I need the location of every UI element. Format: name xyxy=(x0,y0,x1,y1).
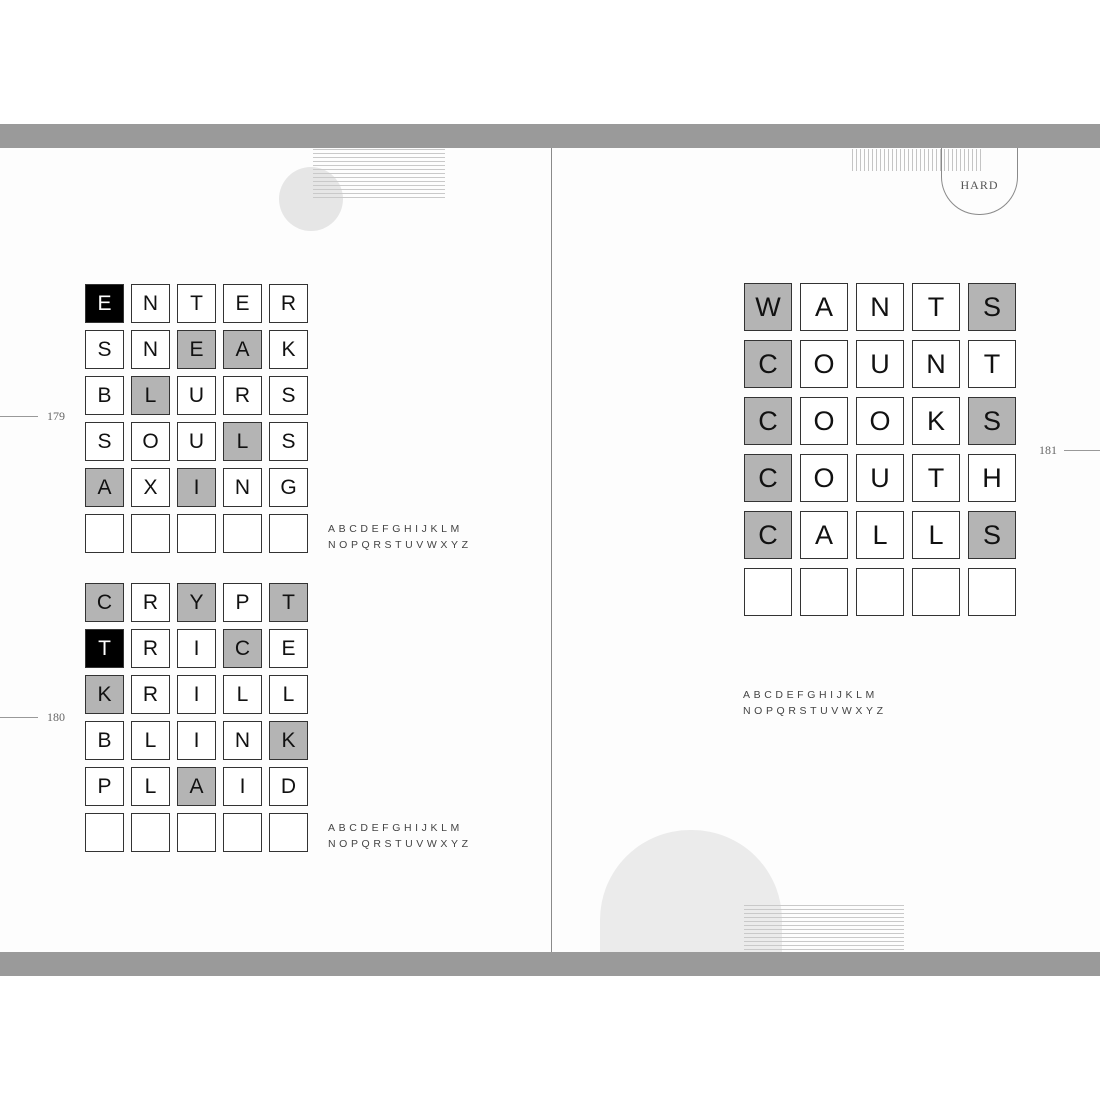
letter-tile: K xyxy=(269,721,308,760)
letter-tile: Y xyxy=(177,583,216,622)
letter-tile: R xyxy=(269,284,308,323)
letter-tile: L xyxy=(269,675,308,714)
puzzle-number-179: 179 xyxy=(47,409,65,423)
letter-tile: S xyxy=(85,330,124,369)
letter-tile: K xyxy=(912,397,960,445)
alphabet-line-2: NOPQRSTUVWXYZ xyxy=(328,539,472,551)
letter-tile: O xyxy=(800,340,848,388)
empty-tile[interactable] xyxy=(269,514,308,553)
top-band xyxy=(0,124,1100,148)
letter-tile: A xyxy=(177,767,216,806)
letter-tile: L xyxy=(223,422,262,461)
letter-tile: K xyxy=(85,675,124,714)
letter-tile: I xyxy=(177,675,216,714)
empty-tile[interactable] xyxy=(800,568,848,616)
alphabet-line-2: NOPQRSTUVWXYZ xyxy=(328,838,472,850)
page-marker-line-180 xyxy=(0,717,38,718)
guess-row xyxy=(744,283,1016,331)
guess-row xyxy=(85,422,308,461)
guess-row xyxy=(85,376,308,415)
puzzle-number-180: 180 xyxy=(47,710,65,724)
empty-tile[interactable] xyxy=(223,514,262,553)
letter-tile: L xyxy=(131,767,170,806)
empty-tile[interactable] xyxy=(269,813,308,852)
guess-row xyxy=(85,468,308,507)
letter-tile: P xyxy=(85,767,124,806)
guess-row xyxy=(744,454,1016,502)
letter-tile: L xyxy=(912,511,960,559)
guess-row xyxy=(85,721,308,760)
empty-tile[interactable] xyxy=(85,514,124,553)
letter-tile: O xyxy=(800,454,848,502)
letter-tile: C xyxy=(85,583,124,622)
letter-tile: N xyxy=(912,340,960,388)
bottom-band xyxy=(0,952,1100,976)
alphabet-line-2: NOPQRSTUVWXYZ xyxy=(743,705,887,717)
letter-tile: R xyxy=(131,629,170,668)
letter-tile: X xyxy=(131,468,170,507)
letter-tile: S xyxy=(85,422,124,461)
letter-tile: B xyxy=(85,376,124,415)
letter-tile: T xyxy=(269,583,308,622)
letter-tile: N xyxy=(856,283,904,331)
letter-tile: C xyxy=(744,340,792,388)
guess-row xyxy=(85,767,308,806)
letter-tile: R xyxy=(131,583,170,622)
letter-tile: E xyxy=(223,284,262,323)
letter-tile: U xyxy=(856,454,904,502)
alphabet-line-1: ABCDEFGHIJKLM xyxy=(328,523,463,535)
letter-tile: I xyxy=(223,767,262,806)
guess-row xyxy=(744,511,1016,559)
guess-row xyxy=(744,568,1016,616)
letter-tile: T xyxy=(968,340,1016,388)
empty-tile[interactable] xyxy=(131,813,170,852)
empty-tile[interactable] xyxy=(177,813,216,852)
empty-tile[interactable] xyxy=(744,568,792,616)
letter-tile: S xyxy=(968,283,1016,331)
empty-tile[interactable] xyxy=(856,568,904,616)
letter-tile: R xyxy=(131,675,170,714)
empty-tile[interactable] xyxy=(912,568,960,616)
letter-tile: N xyxy=(131,284,170,323)
letter-tile: A xyxy=(800,283,848,331)
letter-tile: O xyxy=(131,422,170,461)
letter-tile: O xyxy=(856,397,904,445)
letter-tile: L xyxy=(131,376,170,415)
letter-tile: C xyxy=(223,629,262,668)
letter-tile: A xyxy=(223,330,262,369)
letter-tile: C xyxy=(744,454,792,502)
guess-row xyxy=(85,284,308,323)
guess-row xyxy=(744,340,1016,388)
letter-tile: S xyxy=(968,397,1016,445)
letter-tile: A xyxy=(800,511,848,559)
guess-row xyxy=(85,583,308,622)
decor-stripes-bottom xyxy=(744,905,904,952)
page-marker-line-179 xyxy=(0,416,38,417)
letter-tile: T xyxy=(912,454,960,502)
puzzle-grid-179 xyxy=(85,284,308,553)
letter-tile: U xyxy=(856,340,904,388)
letter-tile: L xyxy=(131,721,170,760)
letter-tile: A xyxy=(85,468,124,507)
letter-tile: B xyxy=(85,721,124,760)
guess-row xyxy=(85,813,308,852)
letter-tile: I xyxy=(177,468,216,507)
letter-tile: S xyxy=(269,376,308,415)
decor-stripes-left xyxy=(313,149,445,201)
letter-tile: L xyxy=(856,511,904,559)
letter-tile: T xyxy=(912,283,960,331)
empty-tile[interactable] xyxy=(131,514,170,553)
letter-tile: C xyxy=(744,511,792,559)
letter-tile: D xyxy=(269,767,308,806)
difficulty-badge: HARD xyxy=(941,148,1018,215)
puzzle-grid-180 xyxy=(85,583,308,852)
empty-tile[interactable] xyxy=(223,813,262,852)
letter-tile: T xyxy=(177,284,216,323)
letter-tile: S xyxy=(269,422,308,461)
guess-row xyxy=(744,397,1016,445)
letter-tile: W xyxy=(744,283,792,331)
empty-tile[interactable] xyxy=(177,514,216,553)
guess-row xyxy=(85,514,308,553)
alphabet-strip-181 xyxy=(743,687,887,719)
letter-tile: E xyxy=(85,284,124,323)
alphabet-line-1: ABCDEFGHIJKLM xyxy=(328,822,463,834)
letter-tile: C xyxy=(744,397,792,445)
letter-tile: H xyxy=(968,454,1016,502)
letter-tile: P xyxy=(223,583,262,622)
letter-tile: K xyxy=(269,330,308,369)
alphabet-strip-179 xyxy=(328,521,472,553)
alphabet-line-1: ABCDEFGHIJKLM xyxy=(743,689,878,701)
alphabet-strip-180 xyxy=(328,820,472,852)
letter-tile: G xyxy=(269,468,308,507)
letter-tile: L xyxy=(223,675,262,714)
page-marker-line-181 xyxy=(1064,450,1100,451)
letter-tile: T xyxy=(85,629,124,668)
letter-tile: S xyxy=(968,511,1016,559)
letter-tile: I xyxy=(177,629,216,668)
puzzle-number-181: 181 xyxy=(1039,443,1057,457)
letter-tile: E xyxy=(177,330,216,369)
letter-tile: I xyxy=(177,721,216,760)
letter-tile: N xyxy=(223,468,262,507)
letter-tile: E xyxy=(269,629,308,668)
letter-tile: R xyxy=(223,376,262,415)
letter-tile: N xyxy=(223,721,262,760)
guess-row xyxy=(85,330,308,369)
page-gutter xyxy=(551,148,552,952)
empty-tile[interactable] xyxy=(968,568,1016,616)
guess-row xyxy=(85,629,308,668)
letter-tile: O xyxy=(800,397,848,445)
letter-tile: U xyxy=(177,376,216,415)
puzzle-grid-181 xyxy=(744,283,1016,616)
empty-tile[interactable] xyxy=(85,813,124,852)
guess-row xyxy=(85,675,308,714)
letter-tile: N xyxy=(131,330,170,369)
letter-tile: U xyxy=(177,422,216,461)
